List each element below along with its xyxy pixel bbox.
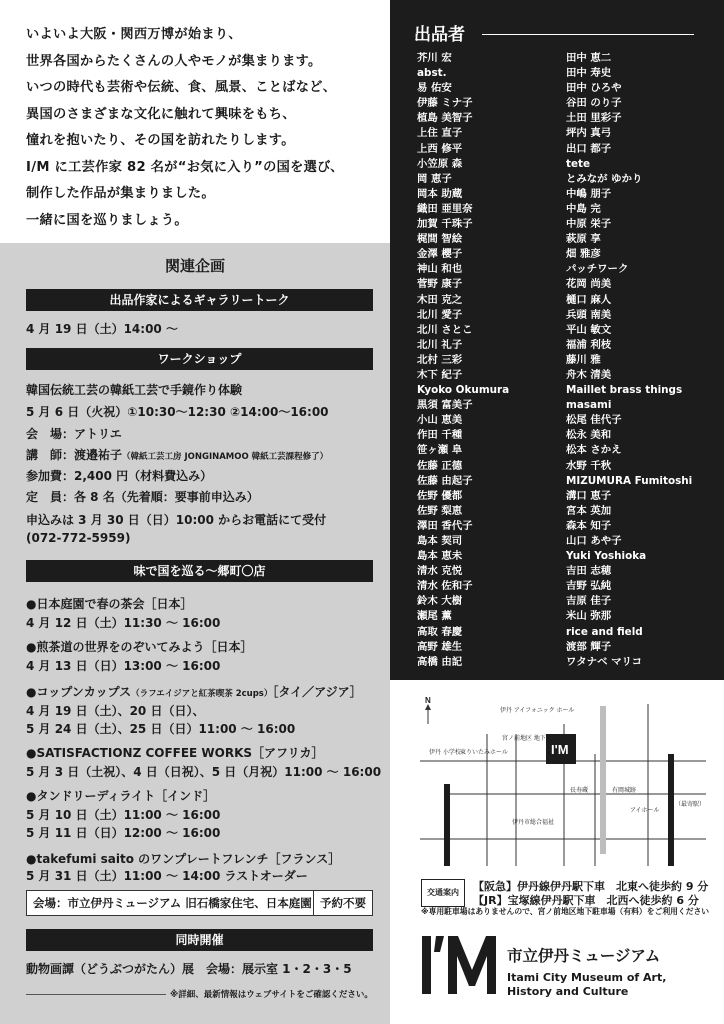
events-title: 関連企画 xyxy=(164,257,225,275)
exhibitor-name: 鈴木 大樹 xyxy=(417,595,463,608)
exhibitor-name: 作田 千種 xyxy=(417,429,463,442)
gallery-talk-date: 4 月 19 日（土）14:00 ～ xyxy=(26,322,178,336)
exhibitor-name: 岡 恵子 xyxy=(417,172,452,185)
exhibitor-name: ワタナベ マリコ xyxy=(566,655,643,668)
exhibitor-name: 中嶋 朋子 xyxy=(566,187,612,200)
exhibitor-name: 芥川 宏 xyxy=(417,52,452,64)
exhibitor-name: 藤川 雅 xyxy=(566,353,601,366)
exhibitor-name: 北村 三彩 xyxy=(417,353,463,366)
venue-divider xyxy=(313,891,314,915)
exhibitor-name: 出口 都子 xyxy=(566,142,612,155)
exhibitor-name: 加賀 千珠子 xyxy=(417,218,473,231)
title-rule xyxy=(482,34,694,35)
exhibitor-name: 清水 克悦 xyxy=(417,565,463,578)
exhibitor-name: 谷田 のり子 xyxy=(566,97,622,110)
gallery-talk-heading: 出品作家によるギャラリートーク xyxy=(26,289,373,311)
exhibitor-name: 菅野 康子 xyxy=(417,278,463,291)
tasting-heading: 味で国を巡る～郷町〇店 xyxy=(26,560,373,582)
exhibitor-name: 畑 雅彦 xyxy=(566,248,601,261)
exhibitor-name: 萩原 享 xyxy=(566,233,601,246)
tasting-item-date: 5 月 24 日（土）、25 日（日）11:00 ～ 16:00 xyxy=(26,722,296,736)
exhibitor-name: 島本 契司 xyxy=(417,535,463,547)
exhibitors-title: 出品者 xyxy=(414,25,465,45)
workshop-heading: ワークショップ xyxy=(26,348,373,370)
exhibitor-name: 高取 春慶 xyxy=(417,625,463,638)
exhibitor-name: MIZUMURA Fumitoshi xyxy=(566,474,693,487)
tasting-item-date: 5 月 31 日（土）11:00 ～ 14:00 ラストオーダー xyxy=(26,869,308,883)
exhibitor-name: 小笠原 森 xyxy=(417,157,463,170)
exhibitor-name: 清水 佐和子 xyxy=(417,580,473,593)
footnote: ※詳細、最新情報はウェブサイトをご確認ください。 xyxy=(170,990,373,1000)
chomei-label: 長寿蔵 xyxy=(570,787,589,794)
exhibitor-name: abst. xyxy=(417,67,447,80)
parking-label: 宮ノ前地区 地下駐車場 xyxy=(502,735,564,742)
exhibitor-name: 木田 克之 xyxy=(417,293,463,306)
museum-marker-text: I'M xyxy=(551,742,569,757)
school-label: 伊丹 小学校 xyxy=(429,749,461,756)
tasting-item-title: ●煎茶道の世界をのぞいてみよう［日本］ xyxy=(26,640,253,654)
exhibitor-name: 伊藤 ミナ子 xyxy=(417,97,473,110)
tasting-item-title-tail: ［タイ／アジア］ xyxy=(272,685,362,699)
workshop-apply: 申込みは 3 月 30 日（日）10:00 からお電話にて受付 xyxy=(26,513,327,527)
exhibitor-name: 黒須 富美子 xyxy=(417,399,473,412)
exhibitor-name: rice and field xyxy=(566,625,643,638)
exhibitor-name: Maillet brass things xyxy=(566,384,683,397)
tasting-item-title: ●SATISFACTIONZ COFFEE WORKS［アフリカ］ xyxy=(26,746,324,760)
ariokajo-label: 有岡城跡 xyxy=(612,787,637,794)
tasting-item-date: 5 月 10 日（土）11:00 ～ 16:00 xyxy=(26,808,221,822)
exhibitor-name: 兵頭 南美 xyxy=(566,308,612,321)
exhibitor-name: 中原 栄子 xyxy=(566,218,612,231)
exhibitor-name: 岡本 助蔵 xyxy=(417,187,463,200)
instructor-note: （韓紙工芸工房 JONGINAMOO 韓紙工芸課程修了） xyxy=(122,452,329,462)
north-label: N xyxy=(425,696,431,705)
intro-text xyxy=(26,22,344,234)
tasting-item-date: 4 月 12 日（土）11:30 ～ 16:00 xyxy=(26,616,221,630)
exhibitor-name: 田中 寿史 xyxy=(566,67,612,80)
exhibitor-name: 神山 和也 xyxy=(417,263,463,276)
exhibitor-name: 松尾 佳代子 xyxy=(566,414,622,427)
intro-line: いよいよ大阪・関西万博が始まり、 xyxy=(26,27,242,42)
exhibitor-name: 瀬尾 薫 xyxy=(417,610,452,623)
access-jr: 【JR】宝塚線伊丹駅下車 北西へ徒歩約 6 分 xyxy=(473,894,699,907)
exhibitor-name: 高野 雄生 xyxy=(417,640,463,653)
exhibitor-name: 舟木 清美 xyxy=(566,368,612,381)
tasting-venue-box xyxy=(26,890,373,916)
workshop-venue: 会 場：アトリエ xyxy=(26,427,122,441)
intro-line: 憧れを抱いたり、その国を訪れたりします。 xyxy=(26,133,295,148)
map-graphic xyxy=(420,694,706,866)
exhibitor-name: 吉田 志穂 xyxy=(566,565,612,578)
exhibitor-name: Kyoko Okumura xyxy=(417,384,510,397)
exhibitor-name: 米山 弥那 xyxy=(566,610,612,623)
exhibitor-name: 中島 完 xyxy=(566,202,601,215)
workshop-fee: 参加費：2,400 円（材料費込み） xyxy=(26,469,213,483)
intro-line: 異国のさまざまな文化に触れて興味をもち、 xyxy=(26,106,296,122)
exhibitor-name: 島本 恵未 xyxy=(417,550,463,563)
parking-note: ※専用駐車場はありませんので、宮ノ前地区地下駐車場（有料）をご利用ください xyxy=(421,907,710,916)
exhibitor-list-right xyxy=(566,51,692,670)
welfare-label: 伊丹市総合福祉 xyxy=(512,819,555,826)
exhibitor-name: 土田 里彩子 xyxy=(566,112,622,125)
exhibitor-name: パッチワーク xyxy=(566,263,629,276)
exhibitor-name: 花岡 尚美 xyxy=(566,278,612,291)
museum-name-en xyxy=(507,971,666,999)
exhibitor-name: 北川 礼子 xyxy=(417,338,463,351)
concurrent-heading: 同時開催 xyxy=(26,929,373,951)
exhibitor-name: とみなが ゆかり xyxy=(566,172,643,185)
exhibitor-name: 福浦 利枝 xyxy=(566,338,612,351)
exhibitor-name: 森本 知子 xyxy=(566,519,612,532)
exhibitor-name: 小山 恵美 xyxy=(417,414,463,427)
exhibitor-name: 宮本 英加 xyxy=(566,504,612,517)
exhibitor-name: 織田 亜里奈 xyxy=(417,202,473,215)
exhibitor-name: 松永 美和 xyxy=(566,429,612,442)
exhibitors-panel xyxy=(390,0,724,680)
exhibitor-name: 佐藤 由起子 xyxy=(417,474,473,487)
tasting-item-title: ●日本庭園で春の茶会［日本］ xyxy=(26,597,193,611)
jr-line xyxy=(668,754,674,866)
odori-label: 東りいたみホール xyxy=(460,749,508,756)
jr-station-note: （最寄駅） xyxy=(675,801,706,808)
concurrent-text: 動物画譚（どうぶつがたん）展 会場：展示室 1・2・3・5 xyxy=(26,962,352,976)
workshop-date: 5 月 6 日（火祝）①10:30～12:30 ②14:00～16:00 xyxy=(26,405,329,419)
workshop-phone: (072-772-5959) xyxy=(26,531,131,545)
reservation-note: 予約不要 xyxy=(320,896,366,910)
intro-line: I/M に工芸作家 82 名が“お気に入り”の国を選び、 xyxy=(26,159,344,175)
museum-name-en-2: History and Culture xyxy=(507,985,629,998)
intro-panel xyxy=(0,0,390,243)
exhibitor-name: 梶間 智絵 xyxy=(417,233,463,246)
exhibitor-name: 吉野 弘純 xyxy=(566,580,612,593)
exhibitor-name: 易 佑安 xyxy=(417,82,452,95)
access-label: 交通案内 xyxy=(421,879,465,907)
tasting-item-title: ●タンドリーディライト［インド］ xyxy=(26,789,216,803)
exhibitor-name: 笹ヶ瀬 阜 xyxy=(417,444,463,457)
exhibitor-name: 溝口 恵子 xyxy=(566,489,612,502)
tasting-item-date: 4 月 19 日（土）、20 日（日）、 xyxy=(26,704,205,718)
exhibitor-list-left xyxy=(417,51,509,670)
tasting-item-title xyxy=(26,683,362,700)
museum-logo xyxy=(420,930,500,1000)
exhibitor-name: 佐藤 正德 xyxy=(417,459,463,472)
exhibitor-name: 植島 美智子 xyxy=(417,112,473,125)
access-hankyu: 【阪急】伊丹線伊丹駅下車 北東へ徒歩約 9 分 xyxy=(473,880,709,893)
access-map xyxy=(420,694,706,866)
exhibitor-name: 田中 ひろや xyxy=(566,82,622,95)
exhibitor-name: Yuki Yoshioka xyxy=(566,550,647,563)
exhibitor-name: 渡部 輝子 xyxy=(566,640,612,653)
tasting-item-title: ●takefumi saito のワンプレートフレンチ［フランス］ xyxy=(26,852,341,866)
tasting-item-title-main: ●コップンカップス xyxy=(26,685,132,699)
exhibitor-name: 佐野 梨恵 xyxy=(417,504,463,517)
north-icon xyxy=(425,704,431,724)
tasting-item-date: 5 月 11 日（日）12:00 ～ 16:00 xyxy=(26,826,221,840)
exhibitor-name: 上住 直子 xyxy=(417,127,463,140)
hankyu-line xyxy=(444,784,450,866)
hall-label: 伊丹 アイフォニック ホール xyxy=(500,707,575,714)
footnote-rule xyxy=(26,994,166,995)
intro-line: 世界各国からたくさんの人やモノが集まります。 xyxy=(26,53,322,69)
road-band xyxy=(600,706,606,854)
exhibitor-name: 木下 紀子 xyxy=(417,368,463,381)
exhibitor-name: 坪内 真弓 xyxy=(566,127,612,140)
exhibitor-name: 北川 さとこ xyxy=(417,323,473,336)
tasting-venue: 会場：市立伊丹ミュージアム 旧石橋家住宅、日本庭園 xyxy=(33,896,312,910)
tasting-item-title-sub: （ラフエイジアと紅茶喫茶 2cups） xyxy=(131,689,273,699)
exhibitor-name: 澤田 香代子 xyxy=(417,519,473,532)
exhibitor-name: 北川 愛子 xyxy=(417,308,463,321)
tasting-item-date: 4 月 13 日（日）13:00 ～ 16:00 xyxy=(26,659,221,673)
exhibitor-name: 水野 千秋 xyxy=(566,459,612,472)
exhibitor-name: 高橋 由記 xyxy=(417,655,463,668)
museum-name-jp: 市立伊丹ミュージアム xyxy=(507,947,661,965)
instructor-name: 講 師：渡邉祐子 xyxy=(26,448,123,462)
exhibitor-name: 吉原 佳子 xyxy=(566,595,612,608)
intro-line: 一緒に国を巡りましょう。 xyxy=(26,212,188,228)
exhibitor-name: 田中 恵二 xyxy=(566,52,612,64)
intro-line: いつの時代も芸術や伝統、食、風景、ことばなど、 xyxy=(26,80,337,95)
workshop-capacity: 定 員：各 8 名（先着順：要事前申込み） xyxy=(26,490,259,504)
exhibitor-name: 上西 修平 xyxy=(417,142,463,155)
workshop-instructor xyxy=(26,446,328,463)
exhibitor-name: tete xyxy=(566,157,591,170)
workshop-title: 韓国伝統工芸の韓紙工芸で手鏡作り体験 xyxy=(26,383,243,397)
exhibitor-name: masami xyxy=(566,399,612,412)
aiho-label: アイホール xyxy=(630,807,660,814)
museum-name-en-1: Itami City Museum of Art, xyxy=(507,971,667,984)
exhibitor-name: 山口 あや子 xyxy=(566,535,622,547)
exhibitor-name: 佐野 優都 xyxy=(417,489,463,502)
tasting-item-date: 5 月 3 日（土祝）、4 日（日祝）、5 日（月祝）11:00 ～ 16:00 xyxy=(26,765,382,779)
exhibitor-name: 樋口 麻人 xyxy=(566,293,612,306)
exhibitor-name: 松本 さかえ xyxy=(566,444,622,457)
exhibitor-name: 平山 敏文 xyxy=(566,323,612,336)
intro-line: 制作した作品が集まりました。 xyxy=(26,186,215,201)
exhibitor-name: 金澤 櫻子 xyxy=(417,248,463,261)
